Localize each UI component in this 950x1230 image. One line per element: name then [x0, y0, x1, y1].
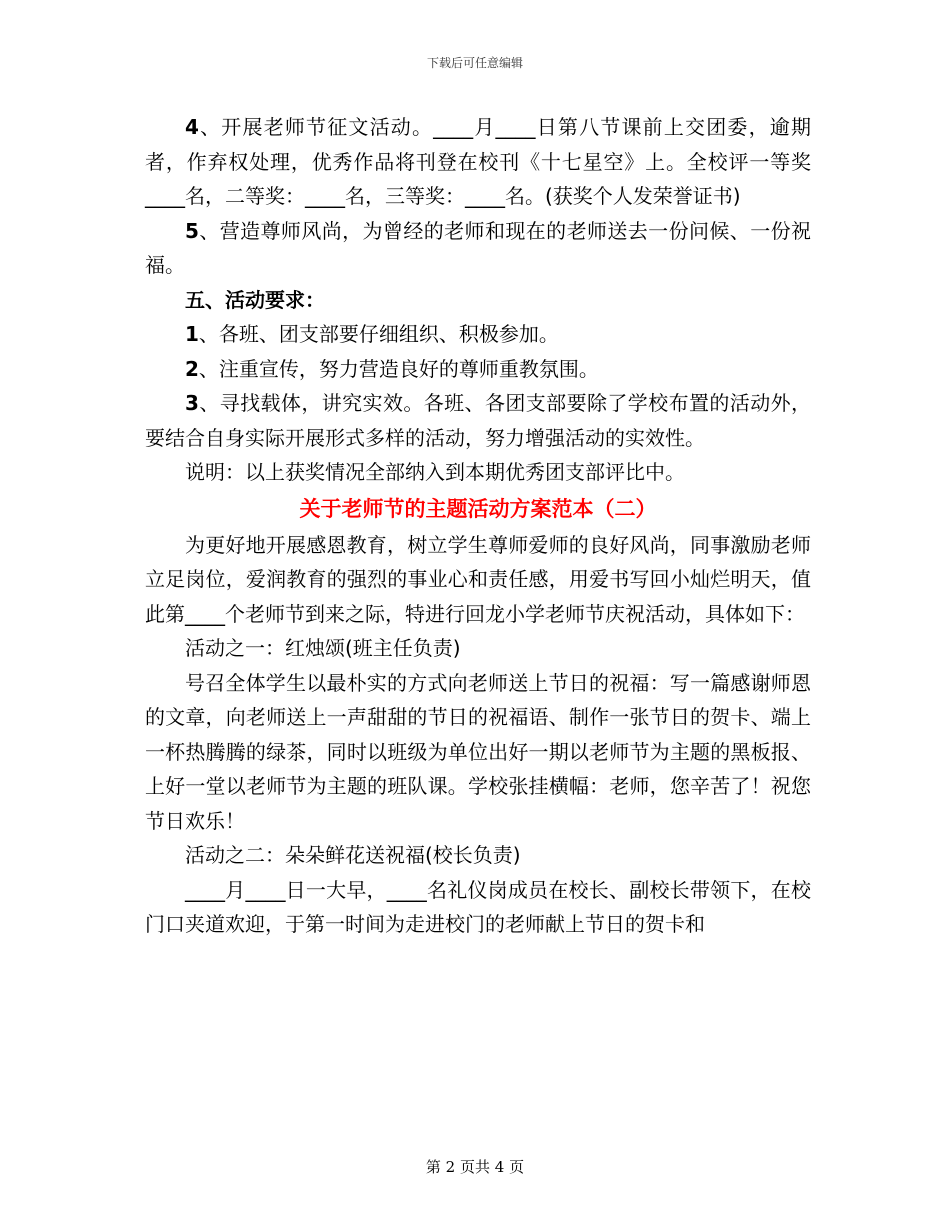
page-footer: 第 2 页共 4 页 — [425, 1158, 525, 1176]
requirement-2-text: 、注重宣传，努力营造良好的尊师重教氛围。 — [198, 356, 599, 381]
item-4-text: 、开展老师节征文活动。____月____日第八节课前上交团委，逾期者，作弃权处理，优秀作品将刊登在校刊《十七星空》上。全校评一等奖____名，二等奖：____名，三等奖：____名。(获奖个人发荣誉证书) — [145, 115, 811, 208]
requirement-2 — [145, 352, 811, 387]
activity-1-paragraph: 号召全体学生以最朴实的方式向老师送上节日的祝福：写一篇感谢师恩的文章，向老师送上一声甜甜的节日的祝福语、制作一张节日的贺卡、端上一杯热腾腾的绿茶，同时以班级为单位出好一期以老师节为主题的黑板报、上好一堂以老师节为主题的班队课。学校张挂横幅：老师，您辛苦了！祝您节日欢乐！ — [145, 670, 811, 833]
item-5-text: 、营造尊师风尚，为曾经的老师和现在的老师送去一份问候、一份祝福。 — [145, 218, 811, 277]
requirement-3-text: 、寻找载体，讲究实效。各班、各团支部要除了学校布置的活动外，要结合自身实际开展形式多样的活动，努力增强活动的实效性。 — [145, 391, 811, 450]
item-4-number: 4 — [185, 115, 199, 139]
requirement-3-number: 3 — [185, 391, 199, 415]
activity-2-paragraph: ____月____日一大早，____名礼仪岗成员在校长、副校长带领下，在校门口夹道欢迎，于第一时间为走进校门的老师献上节日的贺卡和 — [145, 877, 811, 936]
requirement-2-number: 2 — [185, 356, 199, 381]
requirement-1-text: 、各班、团支部要仔细组织、积极参加。 — [198, 322, 559, 346]
section-two-title: 关于老师节的主题活动方案范本（二） — [299, 496, 657, 521]
intro-paragraph: 为更好地开展感恩教育，树立学生尊师爱师的良好风尚，同事激励老师立足岗位，爱润教育的强烈的事业心和责任感，用爱书写回小灿烂明天，值此第____个老师节到来之际，特进行回龙小学老师节庆祝活动，具体如下： — [145, 532, 811, 626]
activity-2-title: 活动之二：朵朵鲜花送祝福(校长负责) — [185, 843, 521, 867]
item-4-paragraph — [145, 110, 811, 214]
document-body — [145, 110, 811, 942]
page-header: 下载后可任意编辑 — [426, 56, 523, 70]
item-5-paragraph — [145, 214, 811, 283]
activity-1-title: 活动之一：红烛颂(班主任负责) — [185, 636, 461, 660]
requirement-1-number: 1 — [185, 322, 199, 346]
requirements-heading: 五、活动要求： — [185, 287, 325, 312]
item-5-number: 5 — [185, 218, 199, 243]
note-paragraph: 说明：以上获奖情况全部纳入到本期优秀团支部评比中。 — [185, 460, 685, 484]
requirement-3 — [145, 386, 811, 455]
requirement-1 — [145, 317, 811, 352]
